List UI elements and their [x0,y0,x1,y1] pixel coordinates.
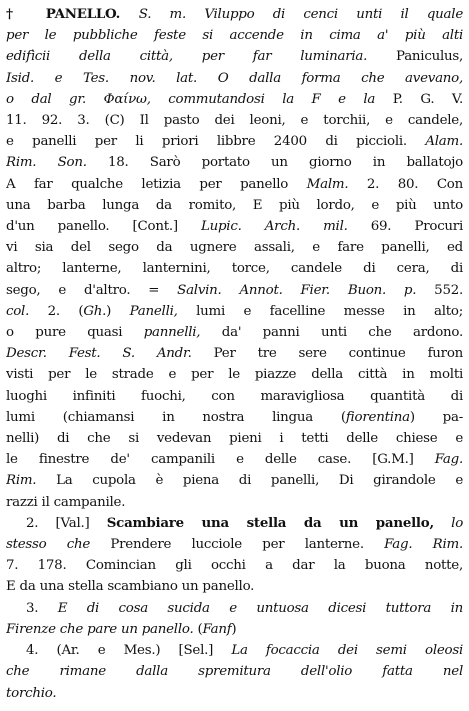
text-run: Fag. [434,452,463,468]
text-run: P. G. V. [392,91,463,107]
text-run: ) pa- [409,409,463,425]
text-run: Descr. Fest. S. Andr. [6,346,192,362]
entry-headword: † PANELLO. [6,6,139,22]
text-run: Malm. [306,176,349,192]
text-run: E da una stella scambiano un panello. [6,579,255,595]
text-run: ) [106,303,130,319]
text-line [6,661,463,682]
text-run: edifìcii della città, per far luminaria. [6,49,368,65]
text-run: 552. [416,282,463,298]
text-run: che rimane dalla spremitura dell'olio fatta nel [6,664,463,680]
text-run: fiorentina [345,409,410,425]
text-line [6,131,463,152]
text-line [6,237,463,258]
text-line [6,216,463,237]
text-line [6,343,463,364]
text-run: Gh. [83,303,107,319]
text-run: o pure quasi [6,325,144,341]
text-run: S. m. Viluppo di cenci unti il quale [138,7,463,22]
text-line [6,555,463,576]
text-run: una barba lunga da romito, E più lordo, e più unto [6,197,463,213]
text-run: Rim. Son. [6,155,87,171]
text-line [6,513,463,534]
text-line [6,68,463,89]
text-line [6,683,463,704]
text-line [6,301,463,322]
text-line [6,619,463,640]
text-line [6,640,463,661]
text-run: col. [6,303,30,319]
text-run: 69. Procuri [347,219,463,235]
text-line [6,89,463,110]
text-run: pannelli, [143,325,201,341]
text-run: Prendere lucciole per lanterne. [90,537,385,553]
text-line [6,110,463,131]
text-run: Lupic. Arch. mil. [200,219,348,235]
text-line [6,4,463,25]
text-run: per le pubbliche feste si accende in cima a' più alti [6,28,463,44]
text-run: le finestre de' campanili e delle case. [G.M.] [6,452,435,468]
text-run: 4. (Ar. e Mes.) [Sel.] [26,643,232,659]
text-line [6,598,463,619]
text-run: 18. Sarò portato un giorno in ballatojo [86,155,463,171]
text-run: Fanf [202,621,232,637]
text-run: altro; lanterne, lanternini, torce, candele di cera, di [6,261,463,277]
text-line [6,470,463,491]
text-run: Firenze che pare un panello. [6,621,194,637]
text-line [6,576,463,597]
text-run: visti per le strade e per le piazze della città in molti [6,367,463,383]
text-run: E di cosa sucida e untuosa dicesi tuttora in [57,600,463,616]
text-run: Panelli, [129,303,178,319]
text-run: ( [193,621,203,637]
text-run: e panelli per li priori libbre 2400 di piccioli. [6,134,426,150]
text-run: o dal gr. Φαίνω, commutandosi la F e la [6,91,393,107]
text-line [6,534,463,555]
text-run: lumi (chiamansi in nostra lingua ( [6,409,346,425]
text-run: 7. 178. Comincian gli occhi a dar la buona notte, [6,558,463,574]
text-run: vi sia del sego da ugnere assali, e fare panelli, ed [6,240,463,256]
text-run: Per tre sere continue furon [191,346,463,362]
text-run: stesso che [6,537,91,553]
text-run: torchio. [6,685,57,701]
text-run: lo [433,515,463,531]
text-line [6,25,463,46]
text-run: 3. [26,600,58,616]
text-run: Salvin. Annot. Fier. Buon. p. [177,282,417,298]
text-run: sego, e d'altro. = [6,282,178,298]
text-run: A far qualche letizia per panello [6,176,307,192]
text-run: Scambiare una stella da un panello, [106,514,434,531]
text-run: da' panni unti che ardono. [200,325,463,341]
text-run: Rim. [6,473,37,489]
text-line [6,195,463,216]
text-run: 11. 92. 3. (C) Il pasto dei leoni, e torchii, e candele, [6,113,463,129]
text-line [6,322,463,343]
text-line [6,46,463,67]
text-run: Isid. e Tes. nov. lat. O dalla forma che avevano, [6,70,463,86]
text-line [6,407,463,428]
text-line [6,258,463,279]
text-run: ) [231,621,237,637]
text-run: 2. 80. Con [348,176,463,192]
text-run: razzi il campanile. [6,494,126,510]
text-run: 2. [Val.] [26,515,107,531]
text-run: lumi e facelline messe in alto; [177,303,463,319]
text-line [6,174,463,195]
text-run: Alam. [425,134,463,150]
text-run: La cupola è piena di panelli, Di girandole e [36,473,463,489]
text-run: Fag. Rim. [384,537,463,553]
text-run: La focaccia dei semi oleosi [231,643,463,659]
text-line [6,449,463,470]
text-line [6,152,463,173]
text-line [6,386,463,407]
text-line [6,364,463,385]
text-run: 2. ( [29,303,84,319]
text-line [6,492,463,513]
text-run: luoghi infiniti fuochi, con maravigliosa quantità di [6,388,463,404]
text-line [6,428,463,449]
text-line [6,280,463,301]
text-run: nelli) di che si vedevan pieni i tetti delle chiese e [6,431,463,447]
text-run: d'un panello. [Cont.] [6,219,201,235]
text-run: Paniculus, [367,49,463,65]
